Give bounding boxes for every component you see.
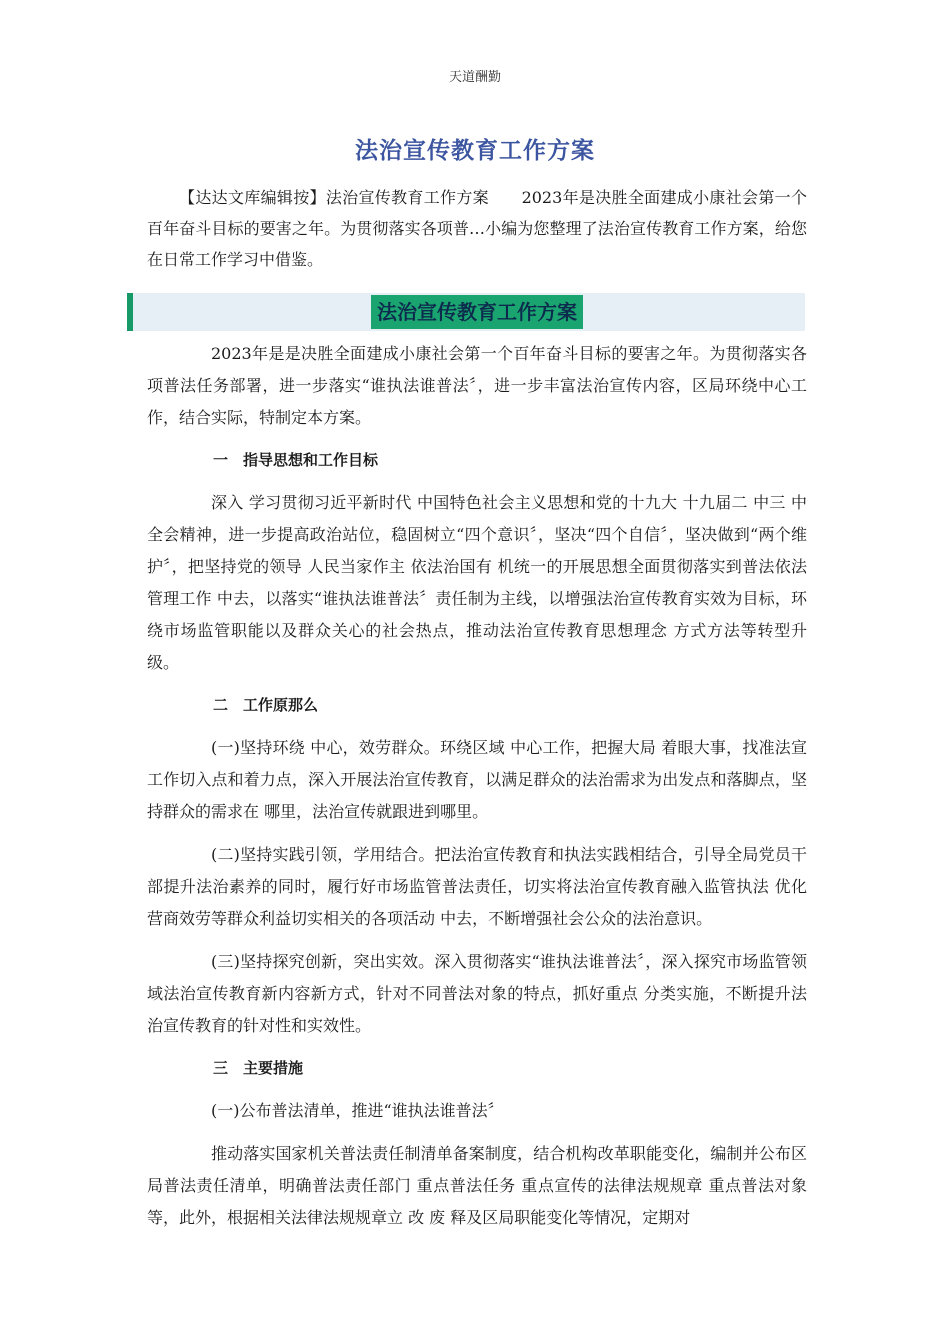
section-heading-1: 一 指导思想和工作目标 — [213, 451, 379, 469]
paragraph-measure-1-title: (一)公布普法清单，推进“谁执法谁普法〞 — [211, 1101, 504, 1120]
section-heading-3: 三 主要措施 — [213, 1059, 304, 1077]
section-heading-2: 二 工作原那么 — [213, 696, 319, 714]
paragraph-principle-1: (一)坚持环绕 中心，效劳群众。环绕区域 中心工作，把握大局 着眼大事，找准法宣工作切入点和着力点，深入开展法治宣传教育，以满足群众的法治需求为出发点和落脚点，坚持群众的需求在 哪里，法治宣传就跟进到哪里。 — [147, 738, 807, 821]
editor-intro-paragraph: 【达达文库编辑按】法治宣传教育工作方案 2023年是决胜全面建成小康社会第一个百年奋斗目标的要害之年。为贯彻落实各项普…小编为您整理了法治宣传教育工作方案，给您在日常工作学习中借鉴。 — [147, 188, 807, 269]
banner-title: 法治宣传教育工作方案 — [371, 295, 583, 329]
page-header-text: 天道酬勤 — [448, 70, 501, 85]
paragraph-principle-3: (三)坚持探究创新，突出实效。深入贯彻落实“谁执法谁普法〞，深入探究市场监管领域法治宣传教育新内容新方式，针对不同普法对象的特点，抓好重点 分类实施，不断提升法治宣传教育的针对性和实效性。 — [147, 952, 807, 1035]
section-banner — [127, 293, 805, 331]
paragraph-opening: 2023年是是决胜全面建成小康社会第一个百年奋斗目标的要害之年。为贯彻落实各项普法任务部署，进一步落实“谁执法谁普法〞，进一步丰富法治宣传内容，区局环绕中心工作，结合实际，特制定本方案。 — [147, 344, 807, 427]
paragraph-measure-1-body: 推动落实国家机关普法责任制清单备案制度，结合机构改革职能变化，编制并公布区局普法责任清单，明确普法责任部门 重点普法任务 重点宣传的法律法规规章 重点普法对象等，此外，根据相关法律法规规章立 改 废 释及区局职能变化等情况，定期对 — [147, 1144, 807, 1227]
paragraph-principle-2: (二)坚持实践引领，学用结合。把法治宣传教育和执法实践相结合，引导全局党员干部提升法治素养的同时，履行好市场监管普法责任，切实将法治宣传教育融入监管执法 优化营商效劳等群众利益切实相关的各项活动 中去，不断增强社会公众的法治意识。 — [147, 845, 807, 928]
document-title: 法治宣传教育工作方案 — [355, 138, 595, 164]
document-body — [147, 338, 807, 1245]
paragraph-guiding-ideology: 深入 学习贯彻习近平新时代 中国特色社会主义思想和党的十九大 十九届二 中三 中全会精神，进一步提高政治站位，稳固树立“四个意识〞，坚决“四个自信〞，坚决做到“两个维护〞，把坚持党的领导 人民当家作主 依法治国有 机统一的开展思想全面贯彻落实到普法依法管理工作 中去，以落实“谁执法谁普法〞责任制为主线，以增强法治宣传教育实效为目标，环绕市场监管职能以及群众关心的社会热点，推动法治宣传教育思想理念 方式方法等转型升级。 — [147, 493, 807, 672]
